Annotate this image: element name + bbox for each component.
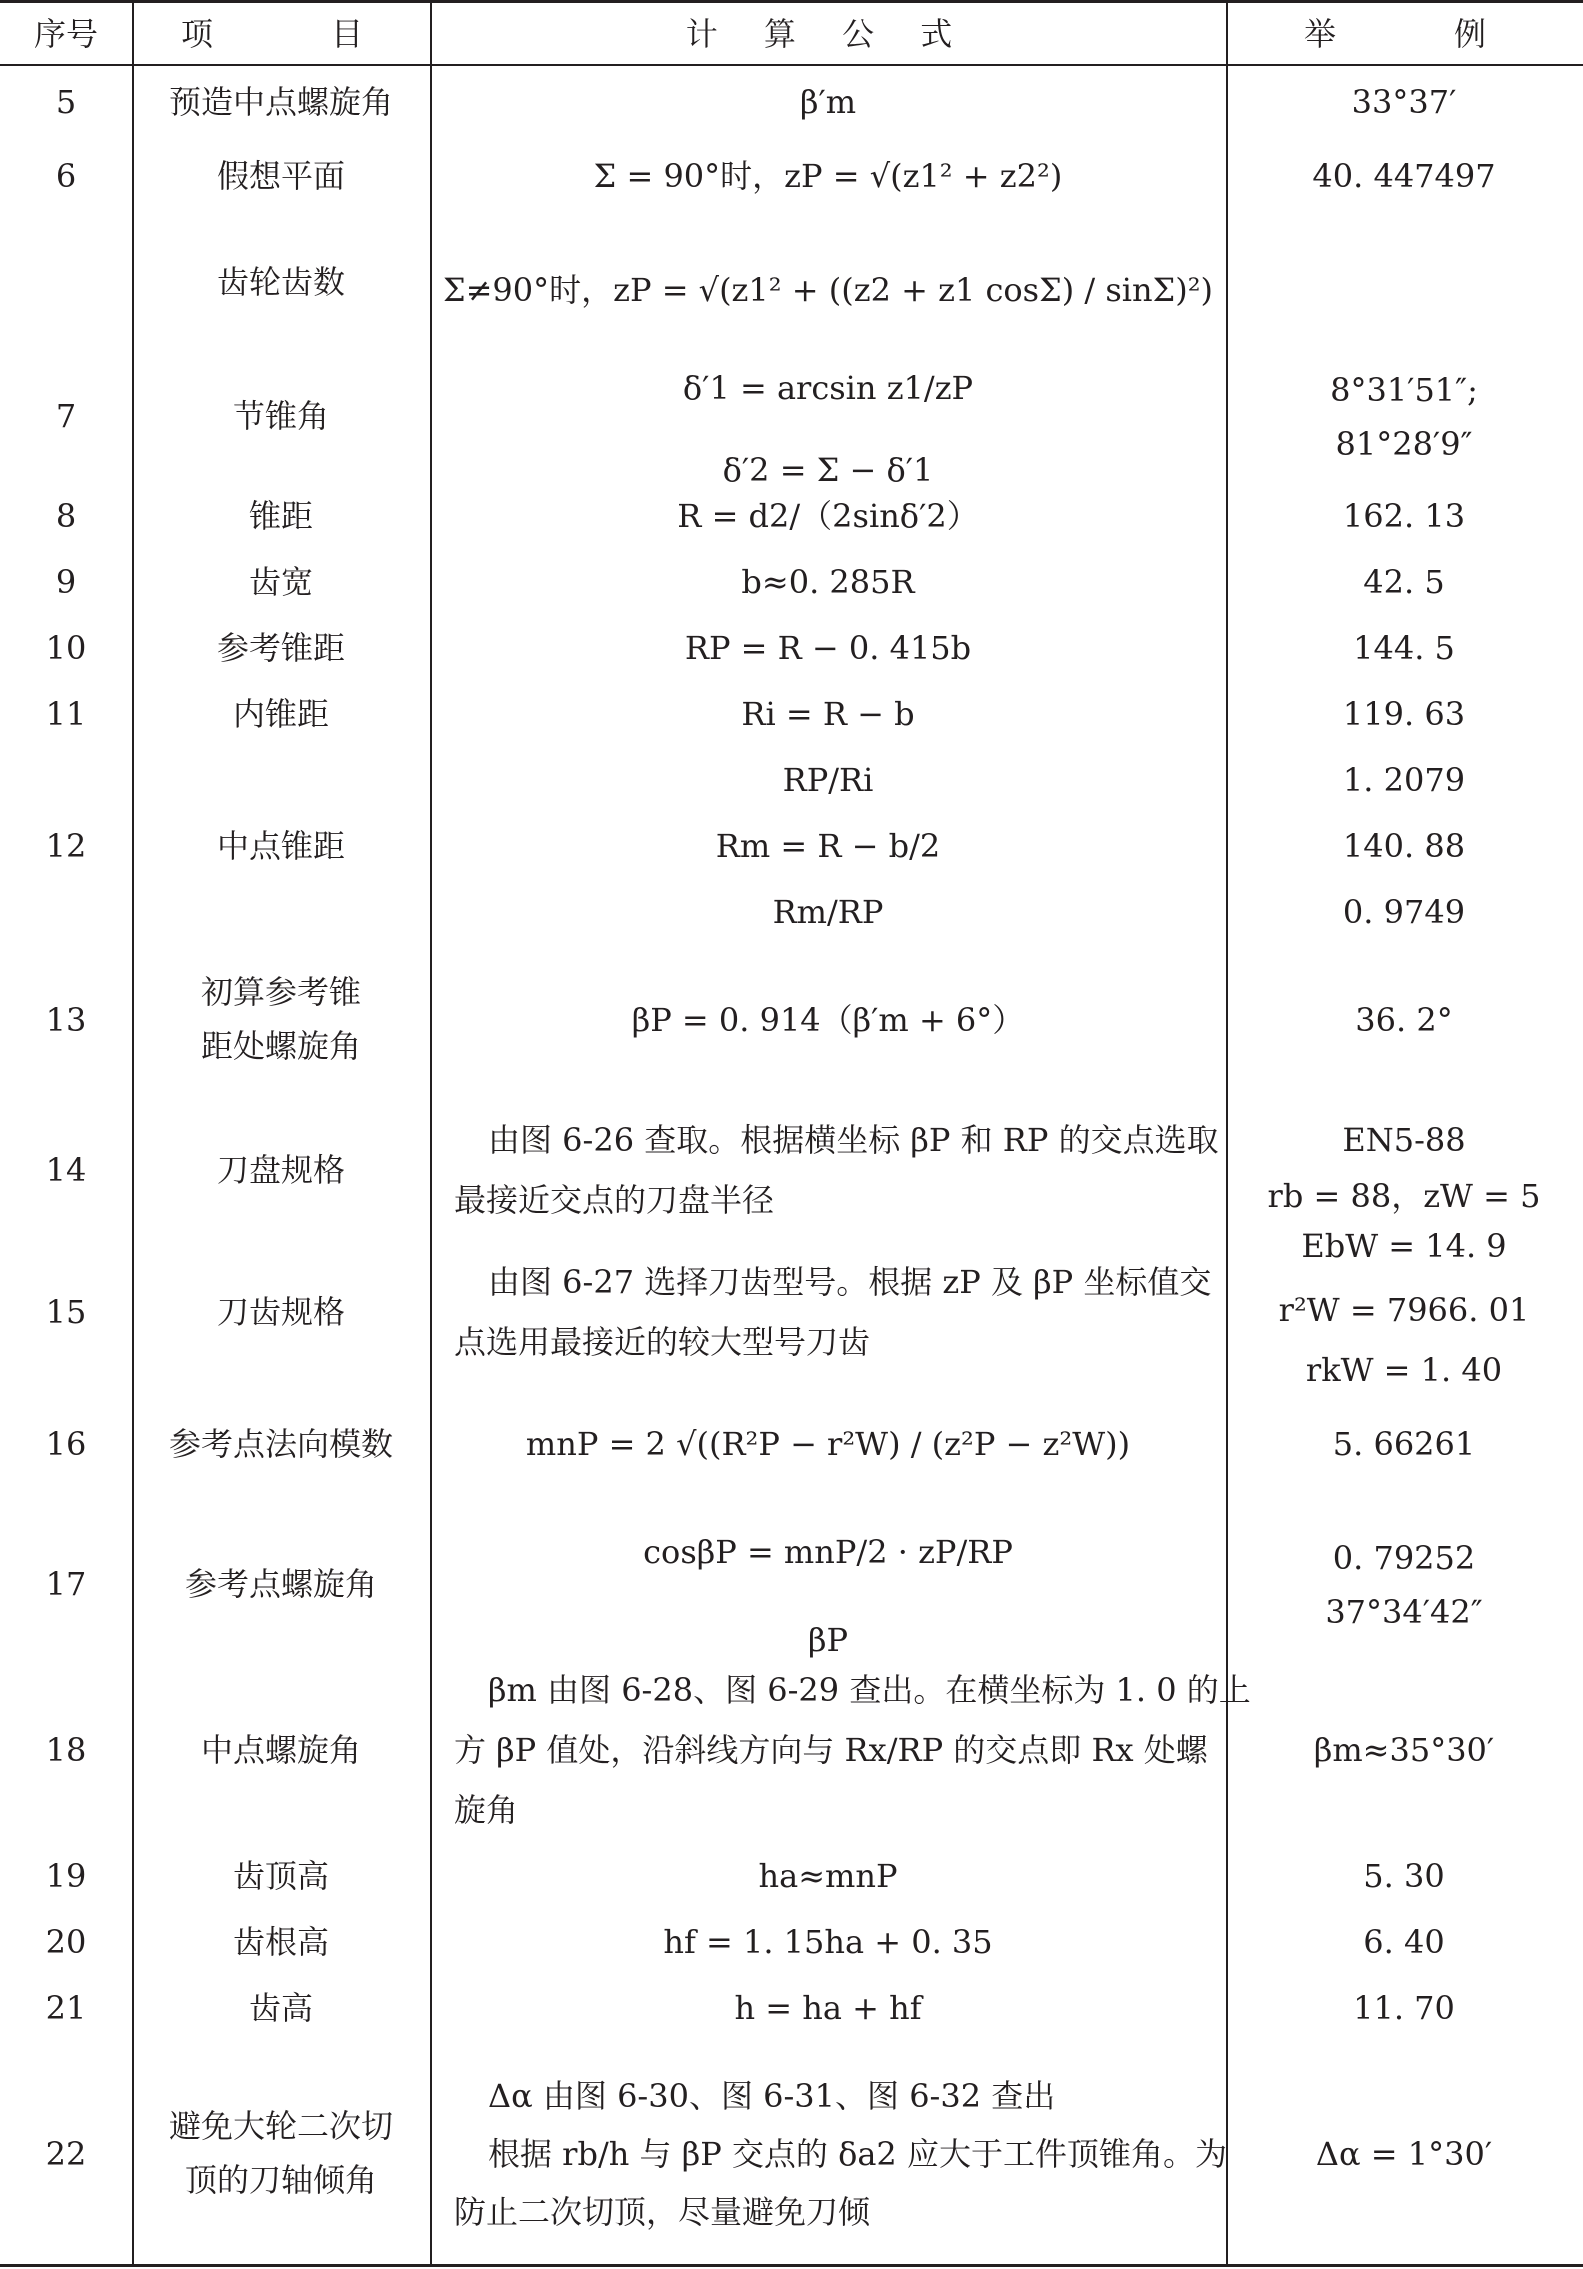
row-example: r²W = 7966. 01	[1278, 1291, 1530, 1329]
header-rule	[0, 64, 1583, 66]
row-example: βm≈35°30′	[1313, 1731, 1495, 1769]
header-item: 项 目	[180, 15, 382, 53]
row-formula: Σ = 90°时，zP = √(z1² + z2²)	[593, 157, 1063, 195]
column-divider	[132, 3, 134, 2264]
row-formula: δ′1 = arcsin z1/zP	[682, 369, 974, 407]
column-divider	[1226, 3, 1228, 2264]
row-example: 1. 2079	[1342, 761, 1466, 799]
row-no: 7	[55, 397, 77, 435]
row-formula: 点选用最接近的较大型号刀齿	[454, 1323, 871, 1361]
row-item: 中点螺旋角	[200, 1731, 362, 1769]
row-formula: 由图 6-27 选择刀齿型号。根据 zP 及 βP 坐标值交	[488, 1263, 1212, 1301]
row-example: 42. 5	[1363, 563, 1445, 601]
row-formula: βP = 0. 914（β′m + 6°）	[631, 1001, 1025, 1039]
row-no: 11	[45, 695, 87, 733]
row-example: EN5-88	[1342, 1121, 1466, 1159]
row-formula: β′m	[799, 83, 857, 121]
row-example: 0. 79252	[1332, 1539, 1476, 1577]
row-item: 避免大轮二次切	[168, 2107, 394, 2145]
row-formula: hf = 1. 15ha + 0. 35	[663, 1923, 993, 1961]
row-no: 22	[45, 2135, 87, 2173]
row-example: Δα = 1°30′	[1315, 2135, 1493, 2173]
row-item: 内锥距	[232, 695, 330, 733]
row-item: 齿宽	[248, 563, 314, 601]
row-example: 5. 66261	[1332, 1425, 1476, 1463]
row-no: 12	[45, 827, 87, 865]
row-no: 20	[45, 1923, 87, 1961]
row-item: 节锥角	[232, 397, 330, 435]
row-example: 33°37′	[1351, 83, 1457, 121]
row-example: 119. 63	[1342, 695, 1466, 733]
bottom-rule	[0, 2264, 1583, 2267]
row-formula: 防止二次切顶，尽量避免刀倾	[454, 2193, 871, 2231]
header-example: 举 例	[1303, 15, 1505, 53]
row-no: 16	[45, 1425, 87, 1463]
row-no: 21	[45, 1989, 87, 2027]
row-item: 齿顶高	[232, 1857, 330, 1895]
row-formula: h = ha + hf	[734, 1989, 922, 2027]
row-no: 8	[55, 497, 77, 535]
row-no: 9	[55, 563, 77, 601]
row-item: 预造中点螺旋角	[168, 83, 394, 121]
row-example: 6. 40	[1363, 1923, 1445, 1961]
column-divider	[430, 3, 432, 2264]
row-example: 81°28′9″	[1335, 425, 1473, 463]
row-item: 顶的刀轴倾角	[184, 2161, 378, 2199]
row-formula: RP = R − 0. 415b	[684, 629, 972, 667]
row-item: 锥距	[248, 497, 314, 535]
row-item: 假想平面	[216, 157, 346, 195]
row-no: 13	[45, 1001, 87, 1039]
row-formula: 根据 rb/h 与 βP 交点的 δa2 应大于工件顶锥角。为	[488, 2135, 1227, 2173]
row-item: 初算参考锥	[200, 973, 362, 1011]
row-example: 11. 70	[1353, 1989, 1455, 2027]
row-item: 刀齿规格	[216, 1293, 346, 1331]
row-example: rb = 88，zW = 5	[1267, 1177, 1541, 1215]
row-example: EbW = 14. 9	[1301, 1227, 1507, 1265]
row-formula: 最接近交点的刀盘半径	[454, 1181, 775, 1219]
row-example: 162. 13	[1342, 497, 1466, 535]
row-formula: RP/Ri	[782, 761, 874, 799]
row-formula: Σ≠90°时，zP = √(z1² + ((z2 + z1 cosΣ) / sinΣ)²)	[442, 271, 1214, 309]
row-formula: Δα 由图 6-30、图 6-31、图 6-32 查出	[488, 2077, 1056, 2115]
row-item: 齿高	[248, 1989, 314, 2027]
row-formula: Rm/RP	[772, 893, 884, 931]
row-formula: δ′2 = Σ − δ′1	[722, 451, 934, 489]
row-no: 14	[45, 1151, 87, 1189]
row-formula: βP	[807, 1621, 849, 1659]
row-no: 5	[55, 83, 77, 121]
row-no: 18	[45, 1731, 87, 1769]
row-example: 40. 447497	[1312, 157, 1496, 195]
row-item: 参考点法向模数	[168, 1425, 394, 1463]
header-formula: 计 算 公 式	[685, 15, 971, 53]
row-formula: b≈0. 285R	[741, 563, 915, 601]
row-formula: 旋角	[454, 1791, 519, 1829]
row-example: 140. 88	[1342, 827, 1466, 865]
row-no: 10	[45, 629, 87, 667]
row-formula: 由图 6-26 查取。根据横坐标 βP 和 RP 的交点选取	[488, 1121, 1219, 1159]
row-formula: R = d2/（2sinδ′2）	[677, 497, 979, 535]
row-formula: mnP = 2 √((R²P − r²W) / (z²P − z²W))	[525, 1425, 1131, 1463]
row-formula: βm 由图 6-28、图 6-29 查出。在横坐标为 1. 0 的上	[488, 1671, 1251, 1709]
row-formula: Rm = R − b/2	[715, 827, 941, 865]
row-item: 参考锥距	[216, 629, 346, 667]
row-example: 144. 5	[1353, 629, 1455, 667]
header-no: 序号	[33, 15, 99, 53]
row-item: 齿根高	[232, 1923, 330, 1961]
row-item: 距处螺旋角	[200, 1027, 362, 1065]
row-example: 36. 2°	[1355, 1001, 1453, 1039]
row-formula: 方 βP 值处，沿斜线方向与 Rx/RP 的交点即 Rx 处螺	[454, 1731, 1208, 1769]
row-item: 中点锥距	[216, 827, 346, 865]
row-example: rkW = 1. 40	[1305, 1351, 1503, 1389]
row-example: 5. 30	[1363, 1857, 1445, 1895]
row-example: 0. 9749	[1342, 893, 1466, 931]
row-item: 参考点螺旋角	[184, 1565, 378, 1603]
row-no: 17	[45, 1565, 87, 1603]
row-example: 37°34′42″	[1325, 1593, 1483, 1631]
row-formula: Ri = R − b	[741, 695, 915, 733]
row-formula: cosβP = mnP/2 · zP/RP	[643, 1533, 1013, 1571]
top-rule	[0, 0, 1583, 3]
row-formula: ha≈mnP	[758, 1857, 898, 1895]
row-no: 19	[45, 1857, 87, 1895]
row-no: 6	[55, 157, 77, 195]
row-no: 15	[45, 1293, 87, 1331]
row-example: 8°31′51″;	[1330, 371, 1478, 409]
row-item: 刀盘规格	[216, 1151, 346, 1189]
row-item: 齿轮齿数	[216, 263, 346, 301]
